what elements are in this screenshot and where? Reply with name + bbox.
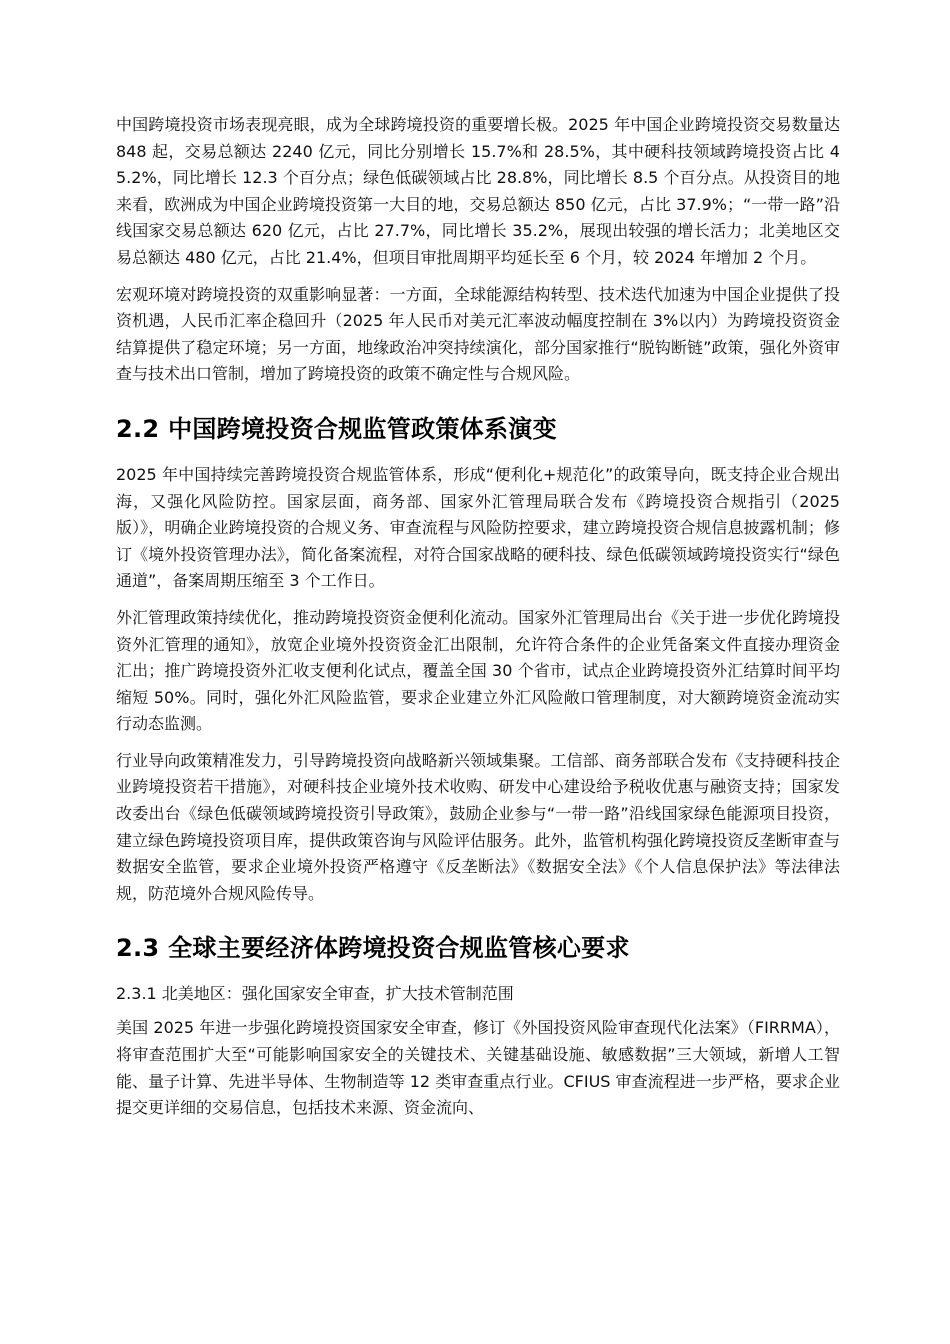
- paragraph-market-overview: 中国跨境投资市场表现亮眼，成为全球跨境投资的重要增长极。2025 年中国企业跨境投资交易数量达 848 起，交易总额达 2240 亿元，同比分别增长 15.7%和 28.5%，其中硬科技领域跨境投资占比 45.2%，同比增长 12.3 个百分点；绿色低碳领域占比 28.8%，同比增长 8.5 个百分点。从投资目的地来看，欧洲成为中国企业跨境投资第一大目的地，交易总额达 850 亿元，占比 37.9%；“一带一路”沿线国家交易总额达 620 亿元，占比 27.7%，同比增长 35.2%，展现出较强的增长活力；北美地区交易总额达 480 亿元，占比 21.4%，但项目审批周期平均延长至 6 个月，较 2024 年增加 2 个月。: [116, 115, 840, 267]
- paragraph-policy-system: 2025 年中国持续完善跨境投资合规监管体系，形成“便利化+规范化”的政策导向，既支持企业合规出海，又强化风险防控。国家层面，商务部、国家外汇管理局联合发布《跨境投资合规指引（2025 版）》，明确企业跨境投资的合规义务、审查流程与风险防控要求，建立跨境投资合规信息披露机制；修订《境外投资管理办法》，简化备案流程，对符合国家战略的硬科技、绿色低碳领域跨境投资实行“绿色通道”，备案周期压缩至 3 个工作日。: [116, 464, 840, 591]
- section-heading-2-2: 2.2 中国跨境投资合规监管政策体系演变: [116, 414, 557, 443]
- section-heading-2-3: 2.3 全球主要经济体跨境投资合规监管核心要求: [116, 934, 630, 963]
- paragraph-industry-policy: 行业导向政策精准发力，引导跨境投资向战略新兴领域集聚。工信部、商务部联合发布《支持硬科技企业跨境投资若干措施》，对硬科技企业境外技术收购、研发中心建设给予税收优惠与融资支持；国家发改委出台《绿色低碳领域跨境投资引导政策》，鼓励企业参与“一带一路”沿线国家绿色能源项目投资，建立绿色跨境投资项目库，提供政策咨询与风险评估服务。此外，监管机构强化跨境投资反垄断审查与数据安全监管，要求企业境外投资严格遵守《反垄断法》《数据安全法》《个人信息保护法》等法律法规，防范境外合规风险传导。: [116, 750, 840, 903]
- document-page: [116, 112, 840, 1122]
- subsection-heading-2-3-1: 2.3.1 北美地区：强化国家安全审查，扩大技术管制范围: [116, 984, 514, 1004]
- paragraph-macro-environment: 宏观环境对跨境投资的双重影响显著：一方面，全球能源结构转型、技术迭代加速为中国企业提供了投资机遇，人民币汇率企稳回升（2025 年人民币对美元汇率波动幅度控制在 3%以内）为跨境投资资金结算提供了稳定环境；另一方面，地缘政治冲突持续演化，部分国家推行“脱钩断链”政策，强化外资审查与技术出口管制，增加了跨境投资的政策不确定性与合规风险。: [116, 284, 840, 384]
- paragraph-forex-policy: 外汇管理政策持续优化，推动跨境投资资金便利化流动。国家外汇管理局出台《关于进一步优化跨境投资外汇管理的通知》，放宽企业境外投资资金汇出限制，允许符合条件的企业凭备案文件直接办理资金汇出；推广跨境投资外汇收支便利化试点，覆盖全国 30 个省市，试点企业跨境投资外汇结算时间平均缩短 50%。同时，强化外汇风险监管，要求企业建立外汇风险敞口管理制度，对大额跨境资金流动实行动态监测。: [116, 607, 840, 734]
- paragraph-north-america: 美国 2025 年进一步强化跨境投资国家安全审查，修订《外国投资风险审查现代化法案》（FIRRMA），将审查范围扩大至“可能影响国家安全的关键技术、关键基础设施、敏感数据”三大领域，新增人工智能、量子计算、先进半导体、生物制造等 12 类审查重点行业。CFIUS 审查流程进一步严格，要求企业提交更详细的交易信息，包括技术来源、资金流向、: [116, 1018, 840, 1118]
